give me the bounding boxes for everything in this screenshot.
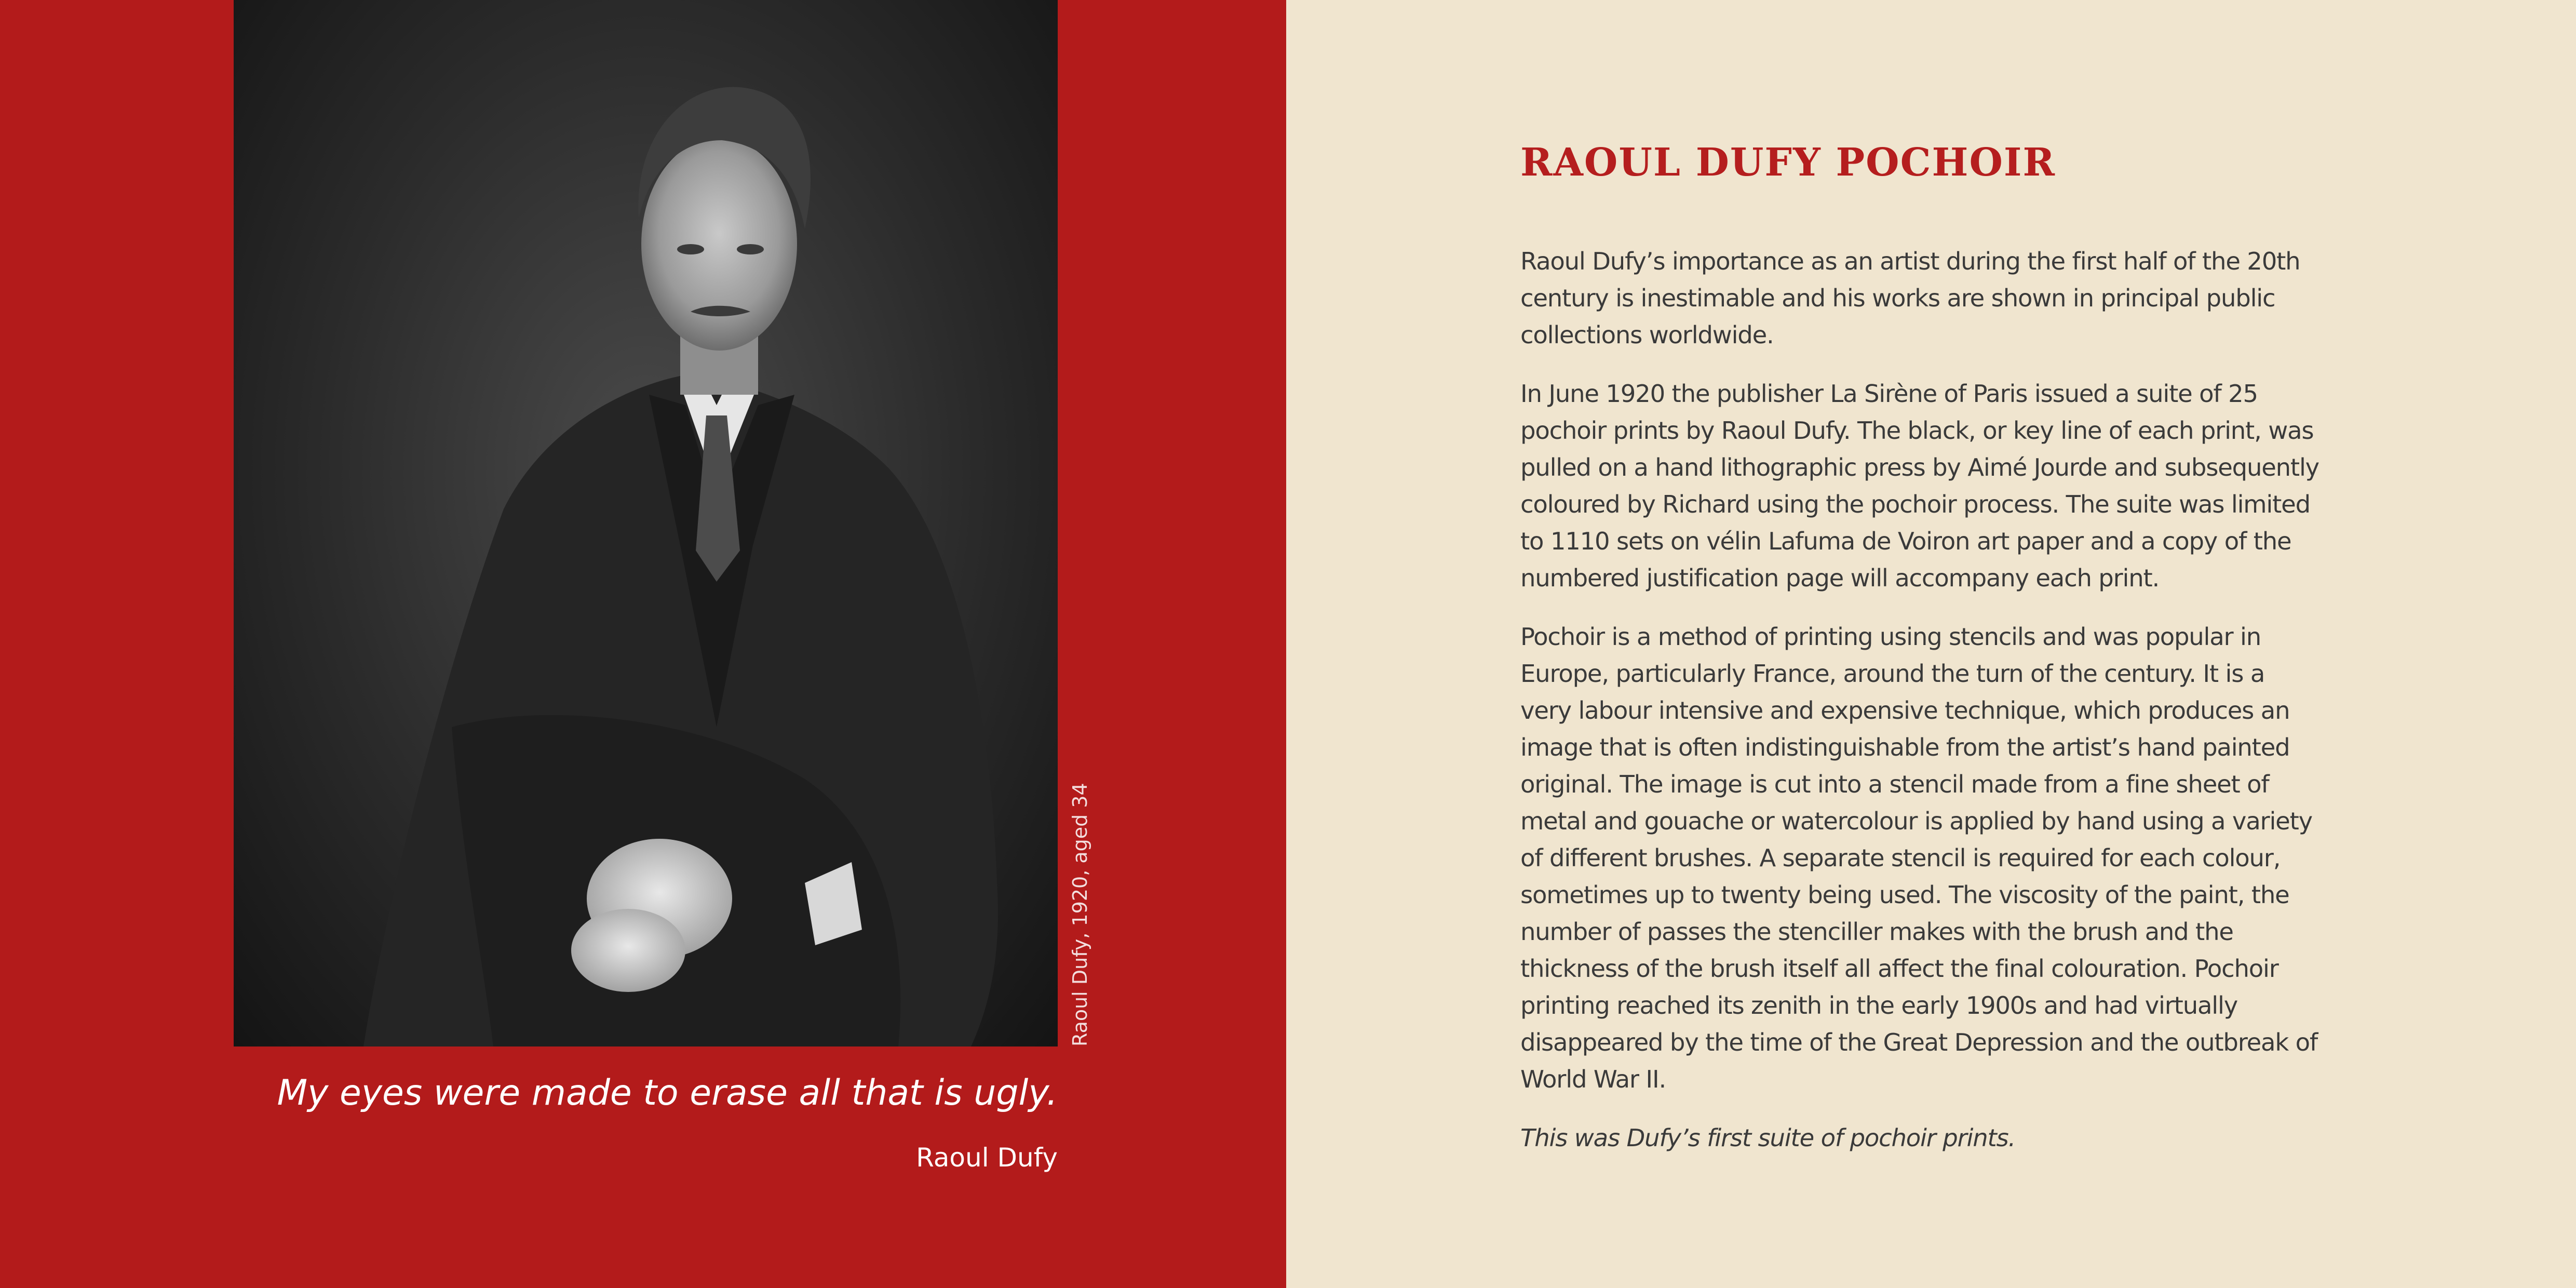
photo-caption: Raoul Dufy, 1920, aged 34 (1069, 783, 1091, 1046)
article-paragraph: In June 1920 the publisher La Sirène of Paris issued a suite of 25 pochoir prints by Raoul Dufy. The black, or key line of each print, was pulled on a hand lithographic press by Aimé Jourde and subsequently coloured by Richard using the pochoir process. The suite was limited to 1110 sets on vélin Lafuma de Voiron art paper and a copy of the numbered justification page will accompany each print. (1520, 380, 2319, 592)
portrait-photo (234, 0, 1058, 1046)
article-closing-note: This was Dufy’s first suite of pochoir prints. (1520, 1124, 2016, 1152)
left-page (0, 0, 1286, 1288)
article-paragraph: Raoul Dufy’s importance as an artist during the first half of the 20th century is inestimable and his works are shown in principal public collections worldwide. (1520, 247, 2300, 349)
article-title: RAOUL DUFY POCHOIR (1520, 140, 2056, 185)
portrait-illustration (234, 0, 1058, 1046)
quote-author: Raoul Dufy (916, 1143, 1058, 1173)
article-paragraph: Pochoir is a method of printing using stencils and was popular in Europe, particularly France, around the turn of the century. It is a very labour intensive and expensive technique, which produces an image that is often indistinguishable from the artist’s hand painted original. The image is cut into a stencil made from a fine sheet of metal and gouache or watercolour is applied by hand using a variety of different brushes. A separate stencil is required for each colour, sometimes up to twenty being used. The viscosity of the paint, the number of passes the stenciller makes with the brush and the thickness of the brush itself all affect the final colouration. Pochoir printing reached its zenith in the early 1900s and had virtually disappeared by the time of the Great Depression and the outbreak of World War II. (1520, 623, 2318, 1093)
quote-text: My eyes were made to erase all that is ugly. (277, 1072, 1058, 1113)
article (1520, 140, 2320, 1178)
